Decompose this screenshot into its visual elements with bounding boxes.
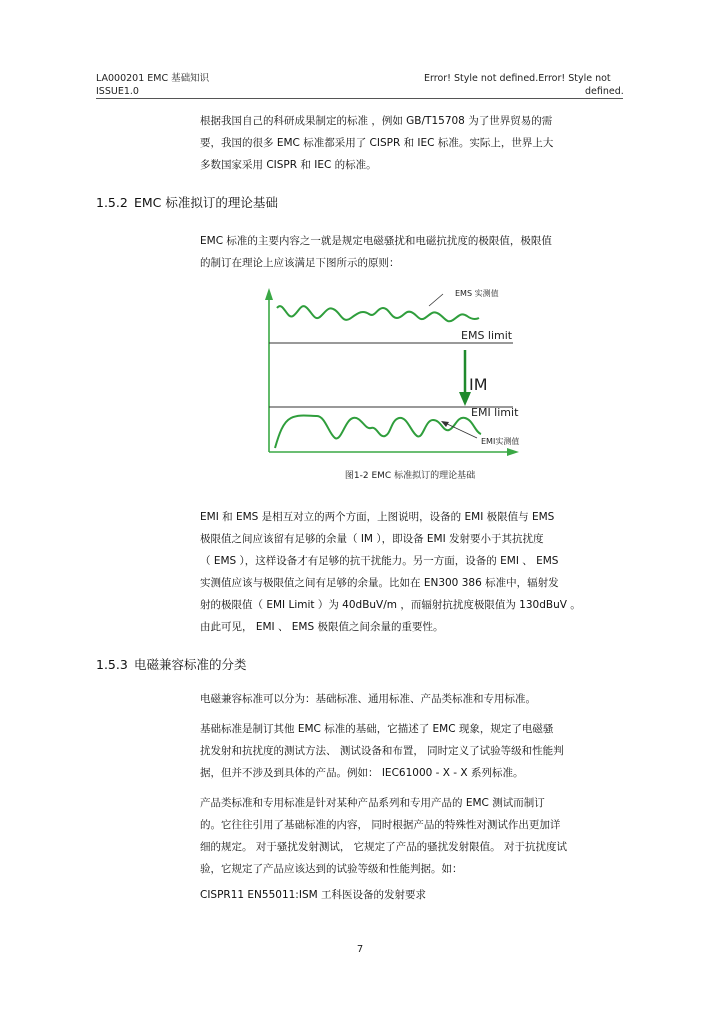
text-line: 产品类标准和专用标准是针对某种产品系列和专用产品的 EMC 测试而制订: [200, 797, 545, 809]
ems-measured-label: EMS 实测值: [455, 289, 499, 298]
text-line: 实测值应该与极限值之间有足够的余量。比如在 EN300 386 标准中，辐射发: [200, 577, 559, 589]
header-style-error: Error! Style not defined.Error! Style not: [424, 73, 611, 84]
im-arrowhead: [459, 392, 471, 406]
text-line: 要，我国的很多 EMC 标准都采用了 CISPR 和 IEC 标准。实际上，世界上大: [200, 137, 554, 149]
paragraph-1-5-3d: [200, 884, 630, 906]
text-line: 根据我国自己的科研成果制定的标准 ，例如 GB/T15708 为了世界贸易的需: [200, 115, 553, 127]
ems-limit-label: EMS limit: [461, 329, 513, 342]
section-heading-1-5-3: [96, 657, 247, 673]
section-title: EMC 标准拟订的理论基础: [134, 195, 278, 210]
text-line: 由此可见， EMI 、 EMS 极限值之间余量的重要性。: [200, 621, 444, 633]
emc-limits-figure: [255, 280, 535, 465]
emi-limit-label: EMI limit: [471, 406, 519, 419]
text-line: 电磁兼容标准可以分为：基础标准、通用标准、产品类标准和专用标准。: [200, 693, 536, 705]
im-label: IM: [469, 375, 488, 394]
paragraph-1-5-3b: [200, 718, 630, 784]
paragraph-1-5-3a: [200, 688, 630, 710]
section-heading-1-5-2: [96, 195, 278, 211]
header-title: LA000201 EMC 基础知识: [96, 73, 210, 84]
paragraph-emi-ems: [200, 506, 630, 638]
text-line: CISPR11 EN55011:ISM 工科医设备的发射要求: [200, 889, 427, 901]
section-title: 电磁兼容标准的分类: [134, 657, 247, 672]
header-style-error-cont: defined.: [585, 86, 624, 97]
y-axis-arrowhead: [265, 288, 273, 300]
text-line: 基础标准是制订其他 EMC 标准的基础，它描述了 EMC 现象，规定了电磁骚: [200, 723, 554, 735]
text-line: 的制订在理论上应该满足下图所示的原则：: [200, 257, 400, 269]
emi-measured-curve: [275, 416, 481, 449]
header-issue: ISSUE1.0: [96, 86, 139, 97]
section-number: 1.5.3: [96, 657, 128, 672]
text-line: 多数国家采用 CISPR 和 IEC 的标准。: [200, 159, 377, 171]
section-number: 1.5.2: [96, 195, 128, 210]
intro-paragraph: [200, 110, 630, 176]
text-line: 验，它规定了产品应该达到的试验等级和性能判据。如：: [200, 863, 463, 875]
header-divider: [96, 98, 623, 99]
text-line: EMI 和 EMS 是相互对立的两个方面，上图说明，设备的 EMI 极限值与 EMS: [200, 511, 555, 523]
text-line: EMC 标准的主要内容之一就是规定电磁骚扰和电磁抗扰度的极限值，极限值: [200, 235, 552, 247]
text-line: 极限值之间应该留有足够的余量（ IM ），即设备 EMI 发射要小于其抗扰度: [200, 533, 544, 545]
paragraph-1-5-3c: [200, 792, 630, 880]
text-line: 据，但并不涉及到具体的产品。例如： IEC61000 - X - X 系列标准。: [200, 767, 524, 779]
text-line: 射的极限值（ EMI Limit ）为 40dBuV/m ，而辐射抗扰度极限值为 130dBuV 。: [200, 599, 581, 611]
emi-measured-label: EMI实测值: [481, 437, 520, 446]
text-line: 扰发射和抗扰度的测试方法、 测试设备和布置， 同时定义了试验等级和性能判: [200, 745, 564, 757]
x-axis-arrowhead: [507, 448, 519, 456]
figure-caption: 图1-2 EMC 标准拟订的理论基础: [344, 471, 476, 481]
text-line: 的。它往往引用了基础标准的内容， 同时根据产品的特殊性对测试作出更加详: [200, 819, 561, 831]
text-line: （ EMS ），这样设备才有足够的抗干扰能力。另一方面，设备的 EMI 、 EMS: [200, 555, 559, 567]
page-number: 7: [356, 944, 364, 955]
paragraph-1-5-2: [200, 230, 630, 274]
ems-measured-curve: [277, 306, 479, 321]
ems-pointer: [429, 294, 443, 306]
text-line: 细的规定。 对于骚扰发射测试， 它规定了产品的骚扰发射限值。 对于抗扰度试: [200, 841, 568, 853]
